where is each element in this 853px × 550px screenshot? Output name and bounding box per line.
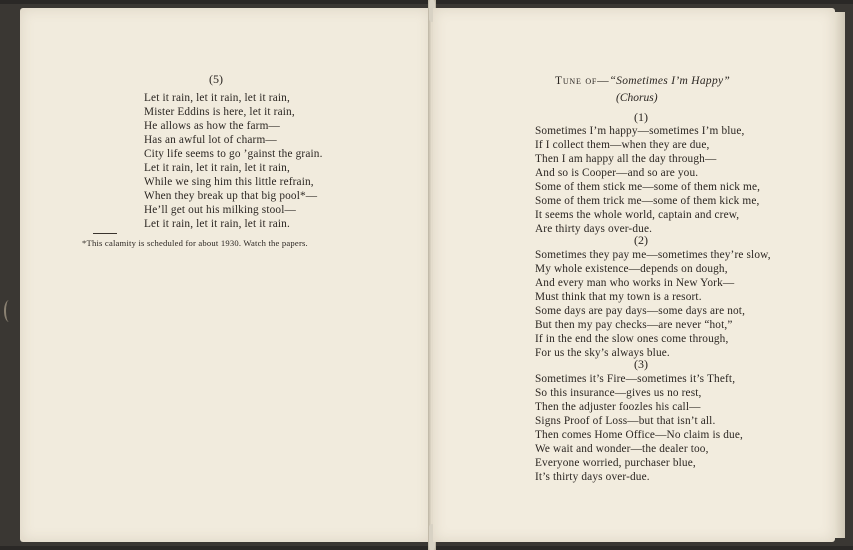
verse-line: Sometimes they pay me—sometimes they’re slow,	[535, 249, 771, 261]
verse-line: Let it rain, let it rain, let it rain,	[144, 92, 290, 104]
verse-line: Some of them stick me—some of them nick me,	[535, 181, 761, 193]
title-song: “Sometimes I’m Happy”	[609, 75, 731, 87]
verse-line: Let it rain, let it rain, let it rain,	[144, 162, 290, 174]
title-prefix: Tune of—	[555, 75, 610, 87]
verse-line: He’ll get out his milking stool—	[144, 204, 296, 216]
verse-line: City life seems to go ’gainst the grain.	[144, 148, 323, 160]
stanza-number: (2)	[634, 233, 648, 247]
verse-line: Sometimes it’s Fire—sometimes it’s Theft,	[535, 373, 736, 385]
verse-line: Everyone worried, purchaser blue,	[535, 457, 696, 469]
song-subtitle: (Chorus)	[616, 92, 658, 104]
stanza-number: (1)	[634, 110, 648, 124]
song-title	[555, 75, 730, 87]
verse-line: It seems the whole world, captain and crew,	[535, 209, 740, 221]
verse-line: Let it rain, let it rain, let it rain.	[144, 218, 290, 230]
verse-line: Then I am happy all the day through—	[535, 153, 717, 165]
verse-line: Signs Proof of Loss—but that isn’t all.	[535, 415, 716, 427]
verse-line: Sometimes I’m happy—sometimes I’m blue,	[535, 125, 745, 137]
verse-line: When they break up that big pool*—	[144, 190, 318, 202]
stanza-number: (3)	[634, 357, 648, 371]
page-number: (5)	[209, 72, 223, 86]
footnote: *This calamity is scheduled for about 1930. Watch the papers.	[82, 238, 308, 248]
verse-line: While we sing him this little refrain,	[144, 176, 314, 188]
verse-line: We wait and wonder—the dealer too,	[535, 443, 709, 455]
footnote-rule	[93, 233, 117, 234]
verse-line: For us the sky’s always blue.	[535, 347, 670, 359]
left-page	[20, 8, 431, 542]
verse-line: And so is Cooper—and so are you.	[535, 167, 699, 179]
verse-line: Then comes Home Office—No claim is due,	[535, 429, 743, 441]
verse-line: If in the end the slow ones come through,	[535, 333, 729, 345]
verse-line: It’s thirty days over-due.	[535, 471, 650, 483]
verse-line: Must think that my town is a resort.	[535, 291, 702, 303]
verse-line: Then the adjuster foozles his call—	[535, 401, 701, 413]
binding-mark	[4, 300, 14, 322]
verse-line: Has an awful lot of charm—	[144, 134, 277, 146]
verse-line: Some days are pay days—some days are not,	[535, 305, 746, 317]
verse-line: And every man who works in New York—	[535, 277, 735, 289]
verse-line: But then my pay checks—are never “hot,”	[535, 319, 733, 331]
verse-line: He allows as how the farm—	[144, 120, 280, 132]
verse-line: My whole existence—depends on dough,	[535, 263, 728, 275]
verse-line: If I collect them—when they are due,	[535, 139, 710, 151]
verse-line: So this insurance—gives us no rest,	[535, 387, 702, 399]
verse-line: Mister Eddins is here, let it rain,	[144, 106, 295, 118]
page-edges	[835, 12, 845, 538]
verse-line: Some of them trick me—some of them kick me,	[535, 195, 760, 207]
verse-line: Are thirty days over-due.	[535, 223, 653, 235]
